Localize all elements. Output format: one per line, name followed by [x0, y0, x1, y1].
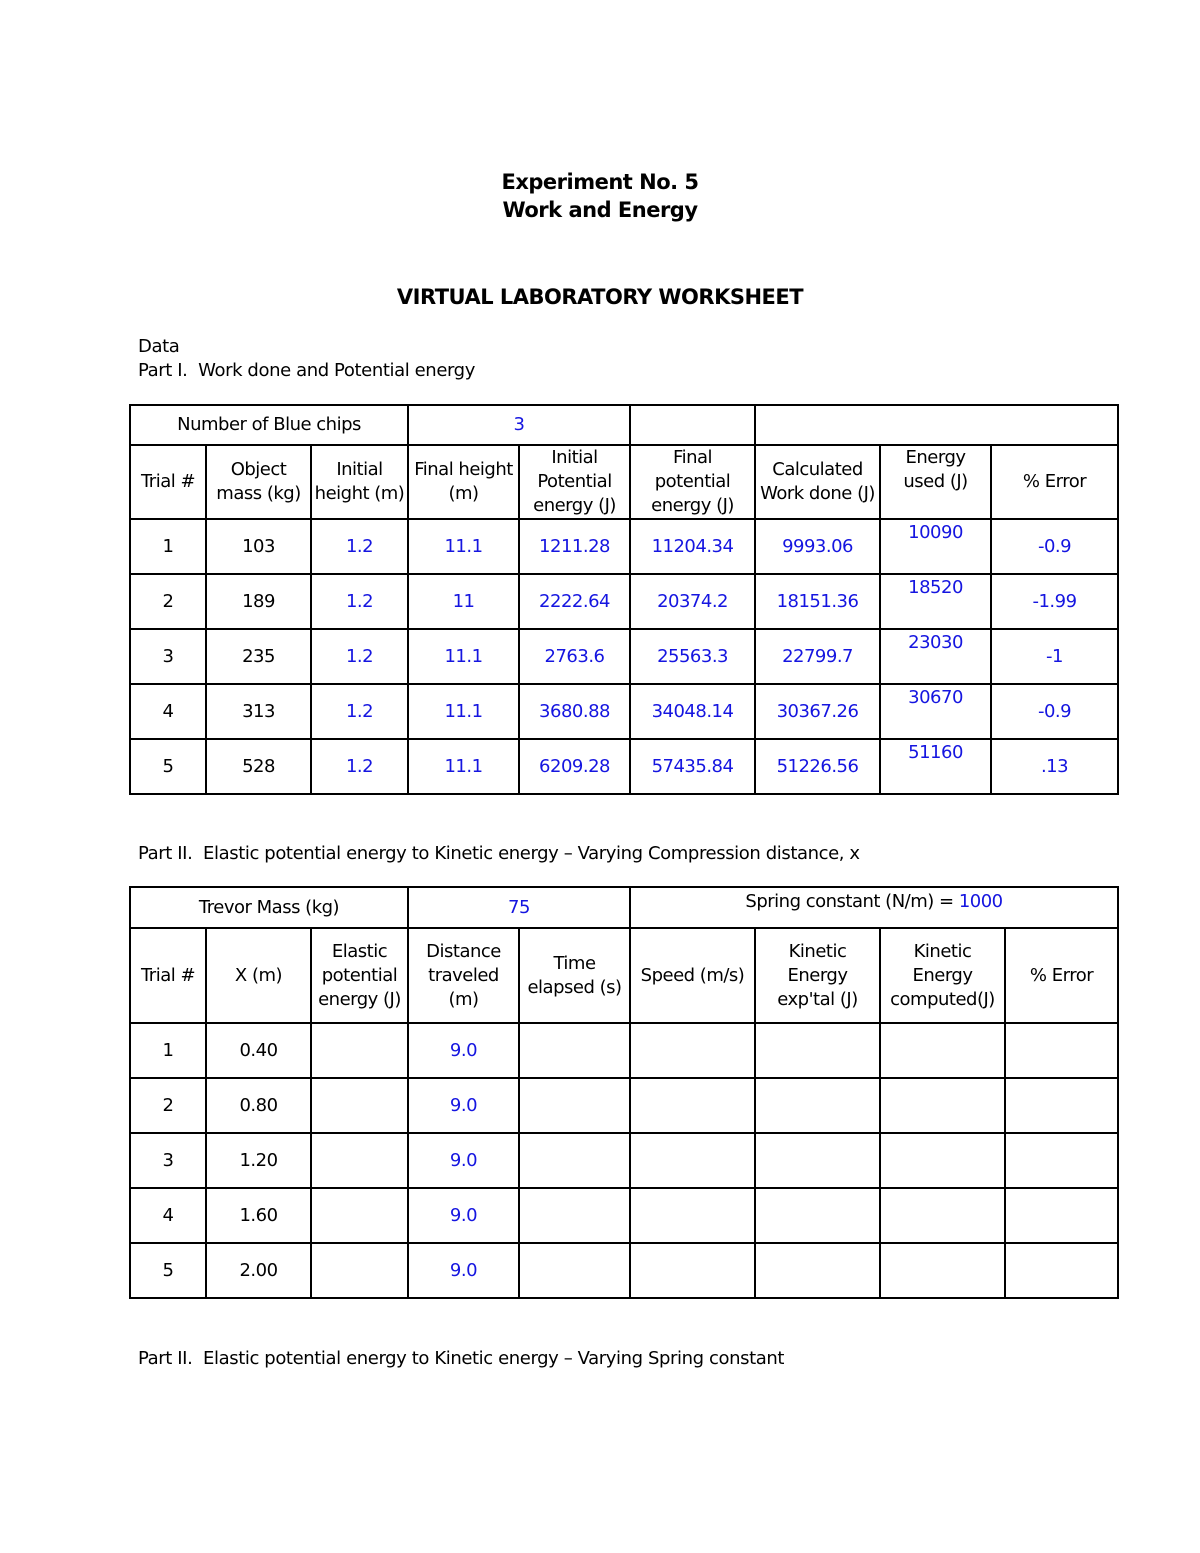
work-done-cell[interactable]: 30367.26	[755, 684, 880, 739]
column-header: Trial #	[130, 445, 206, 519]
final-height-cell[interactable]: 11.1	[408, 739, 519, 794]
mass-cell[interactable]: 313	[206, 684, 311, 739]
time-cell[interactable]	[519, 1243, 630, 1298]
x-cell[interactable]: 0.80	[206, 1078, 311, 1133]
initial-pe-cell[interactable]: 2763.6	[519, 629, 630, 684]
empty-cell[interactable]	[755, 405, 1118, 445]
part1-title: Part I. Work done and Potential energy	[138, 360, 475, 381]
elastic-pe-cell[interactable]	[311, 1023, 408, 1078]
initial-height-cell[interactable]: 1.2	[311, 519, 408, 574]
table-row	[130, 1133, 1118, 1188]
trevor-mass-value[interactable]: 75	[408, 887, 630, 928]
mass-cell[interactable]: 235	[206, 629, 311, 684]
energy-used-value: 51160	[908, 742, 963, 763]
trevor-mass-label: Trevor Mass (kg)	[130, 887, 408, 928]
distance-cell[interactable]: 9.0	[408, 1078, 519, 1133]
speed-cell[interactable]	[630, 1188, 755, 1243]
speed-cell[interactable]	[630, 1078, 755, 1133]
work-done-cell[interactable]: 18151.36	[755, 574, 880, 629]
energy-used-value: 10090	[908, 522, 963, 543]
column-header: Energy used (J)	[880, 445, 991, 519]
trial-cell: 2	[130, 1078, 206, 1133]
experiment-number: Experiment No. 5	[501, 170, 699, 194]
ke-exptal-cell[interactable]	[755, 1023, 880, 1078]
energy-used-value: 18520	[908, 577, 963, 598]
error-cell[interactable]	[1005, 1243, 1118, 1298]
table-row	[130, 1188, 1118, 1243]
spring-constant-value: 1000	[958, 891, 1003, 912]
energy-used-cell[interactable]	[880, 739, 991, 794]
work-done-cell[interactable]: 51226.56	[755, 739, 880, 794]
distance-cell[interactable]: 9.0	[408, 1023, 519, 1078]
initial-pe-cell[interactable]: 2222.64	[519, 574, 630, 629]
experiment-topic: Work and Energy	[502, 198, 698, 222]
time-cell[interactable]	[519, 1133, 630, 1188]
table-row	[130, 684, 1118, 739]
speed-cell[interactable]	[630, 1133, 755, 1188]
work-done-cell[interactable]: 9993.06	[755, 519, 880, 574]
column-header: Distance traveled (m)	[408, 928, 519, 1023]
column-header: Kinetic Energy computed(J)	[880, 928, 1005, 1023]
error-cell[interactable]	[1005, 1078, 1118, 1133]
mass-cell[interactable]: 103	[206, 519, 311, 574]
time-cell[interactable]	[519, 1188, 630, 1243]
trial-cell: 4	[130, 684, 206, 739]
elastic-pe-cell[interactable]	[311, 1188, 408, 1243]
part2-title: Part II. Elastic potential energy to Kinetic energy – Varying Compression distance, x	[138, 843, 860, 864]
column-header: Initial Potential energy (J)	[519, 445, 630, 519]
energy-used-cell[interactable]	[880, 574, 991, 629]
part2-summary-row	[130, 887, 1118, 928]
final-pe-cell[interactable]: 20374.2	[630, 574, 755, 629]
column-header: Kinetic Energy exp'tal (J)	[755, 928, 880, 1023]
energy-used-cell[interactable]	[880, 684, 991, 739]
time-cell[interactable]	[519, 1078, 630, 1133]
error-cell[interactable]	[1005, 1188, 1118, 1243]
final-pe-cell[interactable]: 34048.14	[630, 684, 755, 739]
spring-constant-cell[interactable]	[630, 887, 1118, 928]
table-row	[130, 1078, 1118, 1133]
trial-cell: 2	[130, 574, 206, 629]
initial-pe-cell[interactable]: 6209.28	[519, 739, 630, 794]
trial-cell: 1	[130, 519, 206, 574]
final-pe-cell[interactable]: 57435.84	[630, 739, 755, 794]
table-row	[130, 574, 1118, 629]
initial-height-cell[interactable]: 1.2	[311, 684, 408, 739]
energy-used-cell[interactable]	[880, 629, 991, 684]
x-cell[interactable]: 1.20	[206, 1133, 311, 1188]
part3-title: Part II. Elastic potential energy to Kinetic energy – Varying Spring constant	[138, 1348, 785, 1369]
final-height-cell[interactable]: 11	[408, 574, 519, 629]
column-header: Elastic potential energy (J)	[311, 928, 408, 1023]
initial-pe-cell[interactable]: 1211.28	[519, 519, 630, 574]
ke-exptal-cell[interactable]	[755, 1188, 880, 1243]
ke-computed-cell[interactable]	[880, 1023, 1005, 1078]
error-cell[interactable]: -1	[991, 629, 1118, 684]
column-header: Initial height (m)	[311, 445, 408, 519]
energy-used-value: 30670	[908, 687, 963, 708]
ke-exptal-cell[interactable]	[755, 1078, 880, 1133]
mass-cell[interactable]: 528	[206, 739, 311, 794]
speed-cell[interactable]	[630, 1243, 755, 1298]
trial-cell: 4	[130, 1188, 206, 1243]
part1-header-row	[130, 445, 1118, 519]
ke-exptal-cell[interactable]	[755, 1243, 880, 1298]
table-row	[130, 1023, 1118, 1078]
ke-computed-cell[interactable]	[880, 1243, 1005, 1298]
column-header: Speed (m/s)	[630, 928, 755, 1023]
error-cell[interactable]: -1.99	[991, 574, 1118, 629]
table-row	[130, 519, 1118, 574]
empty-cell[interactable]	[630, 405, 755, 445]
energy-used-cell[interactable]	[880, 519, 991, 574]
distance-cell[interactable]: 9.0	[408, 1133, 519, 1188]
table-row	[130, 629, 1118, 684]
column-header: Time elapsed (s)	[519, 928, 630, 1023]
final-pe-cell[interactable]: 25563.3	[630, 629, 755, 684]
final-height-cell[interactable]: 11.1	[408, 629, 519, 684]
time-cell[interactable]	[519, 1023, 630, 1078]
column-header: Object mass (kg)	[206, 445, 311, 519]
error-cell[interactable]: -0.9	[991, 519, 1118, 574]
column-header: Trial #	[130, 928, 206, 1023]
mass-cell[interactable]: 189	[206, 574, 311, 629]
initial-height-cell[interactable]: 1.2	[311, 739, 408, 794]
blue-chips-value[interactable]: 3	[408, 405, 630, 445]
x-cell[interactable]: 2.00	[206, 1243, 311, 1298]
x-cell[interactable]: 0.40	[206, 1023, 311, 1078]
column-header: X (m)	[206, 928, 311, 1023]
ke-exptal-cell[interactable]	[755, 1133, 880, 1188]
trial-cell: 3	[130, 1133, 206, 1188]
elastic-pe-cell[interactable]	[311, 1133, 408, 1188]
final-pe-cell[interactable]: 11204.34	[630, 519, 755, 574]
final-height-cell[interactable]: 11.1	[408, 519, 519, 574]
part2-header-row	[130, 928, 1118, 1023]
distance-cell[interactable]: 9.0	[408, 1188, 519, 1243]
final-height-cell[interactable]: 11.1	[408, 684, 519, 739]
ke-computed-cell[interactable]	[880, 1133, 1005, 1188]
data-label: Data	[138, 336, 180, 357]
work-done-cell[interactable]: 22799.7	[755, 629, 880, 684]
elastic-pe-cell[interactable]	[311, 1078, 408, 1133]
part1-table	[129, 404, 1119, 795]
energy-used-value: 23030	[908, 632, 963, 653]
speed-cell[interactable]	[630, 1023, 755, 1078]
error-cell[interactable]: .13	[991, 739, 1118, 794]
blue-chips-label: Number of Blue chips	[130, 405, 408, 445]
error-cell[interactable]: -0.9	[991, 684, 1118, 739]
trial-cell: 5	[130, 1243, 206, 1298]
initial-height-cell[interactable]: 1.2	[311, 574, 408, 629]
trial-cell: 5	[130, 739, 206, 794]
spring-constant-label: Spring constant (N/m) =	[745, 891, 959, 912]
worksheet-title: VIRTUAL LABORATORY WORKSHEET	[396, 285, 804, 309]
trial-cell: 3	[130, 629, 206, 684]
elastic-pe-cell[interactable]	[311, 1243, 408, 1298]
x-cell[interactable]: 1.60	[206, 1188, 311, 1243]
trial-cell: 1	[130, 1023, 206, 1078]
table-row	[130, 739, 1118, 794]
initial-height-cell[interactable]: 1.2	[311, 629, 408, 684]
error-cell[interactable]	[1005, 1023, 1118, 1078]
ke-computed-cell[interactable]	[880, 1078, 1005, 1133]
column-header: Final potential energy (J)	[630, 445, 755, 519]
column-header: % Error	[1005, 928, 1118, 1023]
column-header: Final height (m)	[408, 445, 519, 519]
table-row	[130, 1243, 1118, 1298]
part1-summary-row	[130, 405, 1118, 445]
part2-table	[129, 886, 1119, 1299]
distance-cell[interactable]: 9.0	[408, 1243, 519, 1298]
column-header: Calculated Work done (J)	[755, 445, 880, 519]
ke-computed-cell[interactable]	[880, 1188, 1005, 1243]
initial-pe-cell[interactable]: 3680.88	[519, 684, 630, 739]
error-cell[interactable]	[1005, 1133, 1118, 1188]
column-header: % Error	[991, 445, 1118, 519]
